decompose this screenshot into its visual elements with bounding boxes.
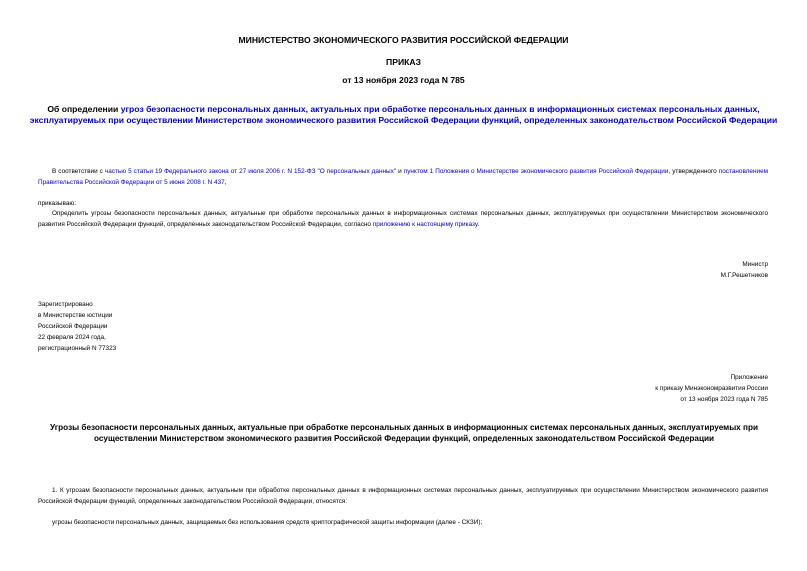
ministry-title: МИНИСТЕРСТВО ЭКОНОМИЧЕСКОГО РАЗВИТИЯ РОССИЙСКОЙ ФЕДЕРАЦИИ (238, 35, 569, 45)
appendix-ref-line-3: от 13 ноября 2023 года N 785 (680, 396, 768, 403)
document-heading (28, 104, 779, 126)
registration-line-3: Российской Федерации (38, 323, 108, 330)
item-1-subitem: угрозы безопасности персональных данных, защищаемых без использования средств криптографической защиты информации (далее - СКЗИ); (52, 519, 483, 526)
signature-name: М.Г.Решетников (720, 272, 768, 279)
appendix-link[interactable]: приложению к настоящему приказу (372, 221, 478, 228)
preamble-text-2: и (396, 168, 404, 175)
appendix-ref-line-1: Приложение (730, 374, 768, 381)
government-decree-link[interactable]: постановлением Правительства Российской Федерации от 5 июня 2008 г. N 437 (38, 168, 769, 186)
item-1-paragraph: 1. К угрозам безопасности персональных данных, актуальным при обработке персональных данных в информационных системах персональных данных, эксплуатируемых при осуществлении Министерством экономического развития Российской Федерации функций, определенных законодательством Российской Федерации, относятся: (38, 487, 768, 505)
signature-position: Министр (742, 261, 768, 268)
preamble-text-4: , (224, 179, 227, 186)
document-date: от 13 ноября 2023 года N 785 (342, 75, 465, 85)
order-text-1: Определить угрозы безопасности персональных данных, актуальные при обработке персональных данных в информационных системах персональных данных, эксплуатируемых при осуществлении Министерством экономического развития Российской Федерации функций, определенных законодательством Российской Федерации, согласно (38, 210, 768, 228)
law-152-link[interactable]: частью 5 статьи 19 Федерального закона от 27 июля 2006 г. N 152-ФЗ "О персональных данных" (104, 168, 397, 175)
order-paragraph (38, 208, 768, 230)
preamble-text-1: В соответствии с (52, 168, 105, 175)
registration-line-4: 22 февраля 2024 года, (38, 334, 106, 341)
registration-line-1: Зарегистрировано (38, 301, 93, 308)
appendix-title: Угрозы безопасности персональных данных, актуальные при обработке персональных данных в информационных системах персональных данных, эксплуатируемых при осуществлении Министерством экономического развития Российской Федерации функций, определенных законодательством Российской Федерации (49, 423, 758, 443)
document-type: ПРИКАЗ (386, 57, 421, 67)
heading-link[interactable]: угроз безопасности персональных данных, актуальных при обработке персональных данных в информационных системах персональных данных, эксплуатируемых при осуществлении Министерством экономического развития Российской Федерации функций, определенных законодательством Российской Федерации (29, 104, 778, 125)
preamble-text-3: , утвержденного (668, 168, 719, 175)
order-word: приказываю: (38, 200, 76, 207)
preamble-paragraph (38, 166, 768, 188)
registration-line-2: в Министерстве юстиции (38, 312, 113, 319)
order-text-2: . (477, 221, 480, 228)
appendix-ref-line-2: к приказу Минэкономразвития России (655, 385, 768, 392)
ministry-regulation-link[interactable]: пунктом 1 Положения о Министерстве экономического развития Российской Федерации (403, 168, 669, 175)
heading-prefix: Об определении (47, 104, 121, 114)
registration-line-5: регистрационный N 77323 (38, 345, 117, 352)
